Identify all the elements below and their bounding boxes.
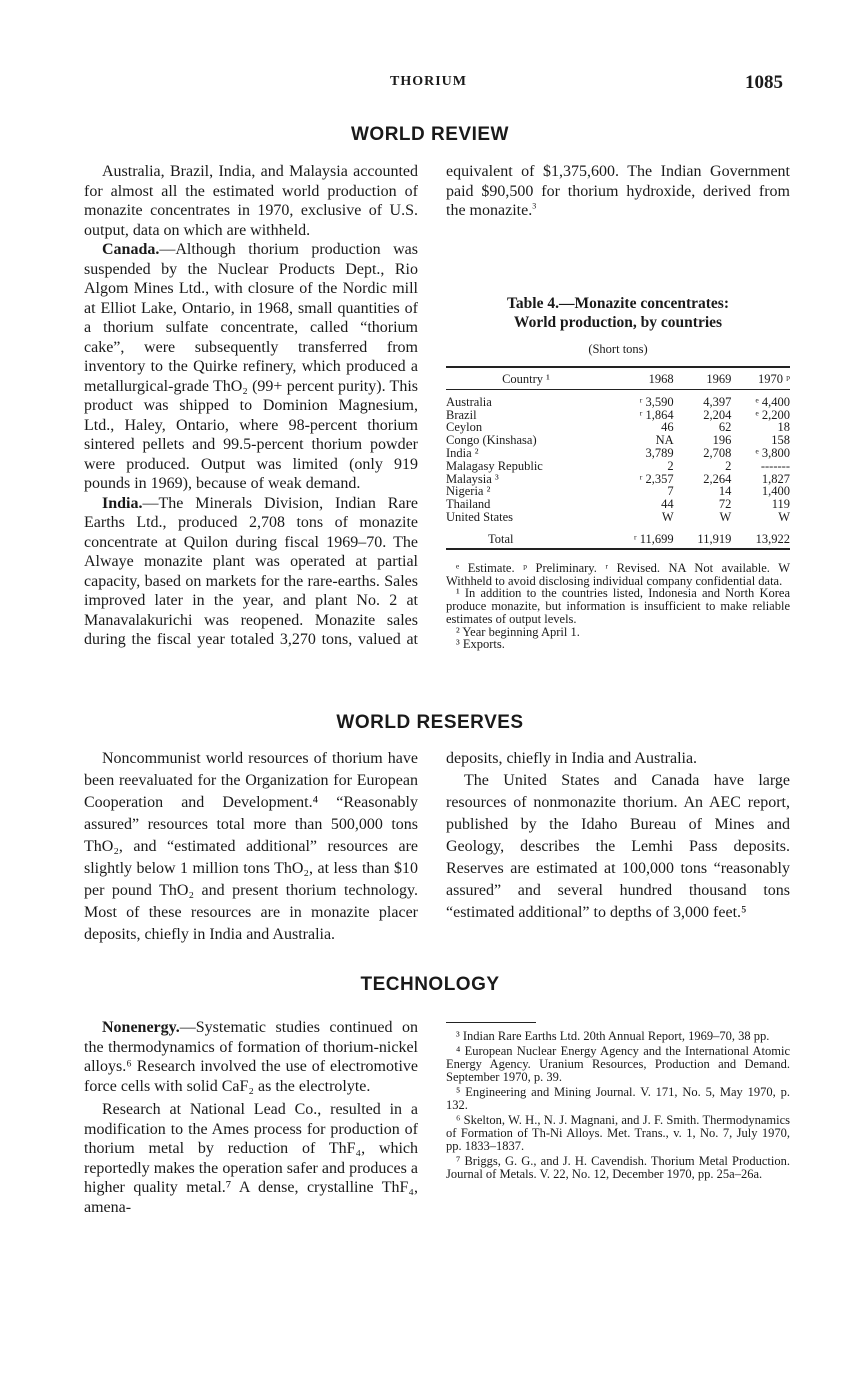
footnote-6: ⁶ Skelton, W. H., N. J. Magnani, and J. F. Smith. Thermodynamics of Formation of Th-Ni Alloys. Met. Trans., v. 1, No. 7, July 1970, pp. 1833–1837. bbox=[446, 1113, 790, 1153]
value-1969: 2,264 bbox=[703, 471, 732, 486]
value-1970: ᵉ 3,800 bbox=[755, 445, 790, 460]
value-1968: 2 bbox=[667, 458, 674, 473]
table-row bbox=[446, 389, 790, 408]
table-row bbox=[446, 511, 790, 524]
table-row bbox=[446, 409, 790, 422]
nonenergy-text: —Systematic studies continued on the thermodynamics of formation of thorium-nickel alloys.⁶ Research involved the use of electromotive force cells with solid CaF₂ as the electrolyte. bbox=[84, 1019, 418, 1095]
value-1969: 72 bbox=[718, 497, 732, 512]
value-1969: 4,397 bbox=[703, 394, 732, 409]
footnote-4: ⁴ European Nuclear Energy Agency and the International Atomic Energy Agency. Uranium Resources, Production and Demand. September 1970, p. 39. bbox=[446, 1044, 790, 1084]
value-1970: 158 bbox=[771, 433, 790, 448]
header-1970: 1970 ᵖ bbox=[731, 367, 790, 389]
section-title-technology: TECHNOLOGY bbox=[360, 974, 500, 995]
country-cell: Nigeria ² bbox=[446, 484, 491, 499]
total-1969: 11,919 bbox=[674, 524, 732, 549]
value-1968: W bbox=[661, 509, 674, 524]
table-note-1: ¹ In addition to the countries listed, Indonesia and North Korea produce monazite, but information is insufficient to make reliable estimates of output levels. bbox=[446, 586, 790, 626]
value-1969: W bbox=[719, 509, 732, 524]
value-1968: 46 bbox=[661, 420, 674, 435]
country-cell: Malaysia ³ bbox=[446, 471, 499, 486]
value-1969: 196 bbox=[712, 433, 732, 448]
india-text: —The Minerals Division, Indian Rare Earths Ltd., produced 2,708 tons of monazite concentrate at Quilon during fiscal 1969–70. The Alwaye monazite plant was operated at partial capacity, based on markets for the rare-earths. Sales improved later in the year, and plant No. 2 at Manavalakurichi was reopened. Monazite sales during the fiscal year totaled 3,270 tons, valued at bbox=[84, 494, 418, 648]
country-cell: India ² bbox=[446, 445, 479, 460]
country-cell: Congo (Kinshasa) bbox=[446, 433, 537, 448]
runin-india: India. bbox=[102, 494, 143, 512]
total-1968: ʳ 11,699 bbox=[606, 524, 674, 549]
header-country: Country ¹ bbox=[446, 367, 606, 389]
monazite-production-table bbox=[446, 366, 790, 550]
value-1968: 44 bbox=[661, 497, 674, 512]
header-1968: 1968 bbox=[606, 367, 674, 389]
technology-paragraph-1 bbox=[84, 1018, 418, 1096]
value-1968: ʳ 3,590 bbox=[639, 394, 674, 409]
runin-canada: Canada. bbox=[102, 241, 160, 258]
total-1970: 13,922 bbox=[731, 524, 790, 549]
value-1970: 18 bbox=[777, 420, 790, 435]
value-1970: ------- bbox=[760, 458, 790, 473]
page-number: 1085 bbox=[745, 72, 783, 93]
value-1969: 2 bbox=[725, 458, 732, 473]
world-reserves-paragraph-2: The United States and Canada have large resources of nonmonazite thorium. An AEC report, published by the Idaho Bureau of Mines and Geology, describes the Lemhi Pass deposits. Reserves are estimated at 100,000 tons “reasonably assured” and several hundred thousand tons “estimated additional” to depths of 3,000 feet.⁵ bbox=[446, 772, 790, 921]
section-title-world-review: WORLD REVIEW bbox=[351, 124, 509, 145]
technology-column bbox=[84, 1018, 418, 1217]
value-1968: NA bbox=[655, 433, 674, 448]
running-title: THORIUM bbox=[390, 74, 467, 89]
india-text-cont: equivalent of $1,375,600. The Indian Government paid $90,500 for thorium hydroxide, derived from the monazite. bbox=[446, 163, 790, 219]
table-total-row bbox=[446, 524, 790, 549]
total-label: Total bbox=[446, 524, 606, 549]
country-cell: Thailand bbox=[446, 497, 491, 512]
table-row bbox=[446, 460, 790, 473]
world-review-left-column bbox=[84, 162, 418, 650]
value-1969: 14 bbox=[718, 484, 732, 499]
footnote-5: ⁵ Engineering and Mining Journal. V. 171, No. 5, May 1970, p. 132. bbox=[446, 1085, 790, 1112]
value-1969: 62 bbox=[718, 420, 732, 435]
value-1968: ʳ 1,864 bbox=[639, 407, 674, 422]
table-row bbox=[446, 434, 790, 447]
world-reserves-paragraph-1: Noncommunist world resources of thorium have been reevaluated for the Organization for European Cooperation and Development.⁴ “Reasonably assured” resources total more than 500,000 tons ThO₂, and “estimated additional” resources are slightly below 1 million tons ThO₂, at less than $10 per pound ThO₂ and present thorium technology. Most of these resources are in monazite placer deposits, chiefly in India and Australia. bbox=[84, 750, 418, 943]
value-1970: 1,827 bbox=[761, 471, 790, 486]
footnote-ref-3: 3 bbox=[532, 201, 537, 211]
table-title-line-2: World production, by countries bbox=[513, 314, 723, 331]
value-1970: W bbox=[778, 509, 790, 524]
table-caption bbox=[446, 294, 790, 357]
value-1969: 2,708 bbox=[703, 445, 732, 460]
footnotes bbox=[446, 1030, 790, 1183]
footnote-7: ⁷ Briggs, G. G., and J. H. Cavendish. Thorium Metal Production. Journal of Metals. V. 22, No. 12, December 1970, pp. 25a–26a. bbox=[446, 1154, 790, 1181]
value-1968: 7 bbox=[667, 484, 674, 499]
country-cell: United States bbox=[446, 509, 514, 524]
world-review-right-column bbox=[446, 162, 790, 260]
india-continuation-text bbox=[446, 162, 790, 221]
value-1969: 2,204 bbox=[703, 407, 732, 422]
table-note-3: ³ Exports. bbox=[456, 637, 505, 652]
world-review-paragraph-canada bbox=[84, 240, 418, 494]
world-reserves-left-column bbox=[84, 748, 418, 946]
technology-paragraph-2: Research at National Lead Co., resulted in a modification to the Ames process for production of thorium metal by reduction of ThF₄, which reportedly makes the operation safer and produces a higher quality metal.⁷ A dense, crystalline ThF₄, amena- bbox=[84, 1101, 418, 1216]
world-review-paragraph-1: Australia, Brazil, India, and Malaysia accounted for almost all the estimated world production of monazite concentrates in 1970, exclusive of U.S. output, data on which are withheld. bbox=[84, 163, 418, 239]
value-1968: 3,789 bbox=[645, 445, 674, 460]
table-row bbox=[446, 473, 790, 486]
country-cell: Ceylon bbox=[446, 420, 483, 435]
table-notes bbox=[446, 562, 790, 651]
footnote-3: ³ Indian Rare Earths Ltd. 20th Annual Report, 1969–70, 38 pp. bbox=[456, 1029, 770, 1043]
value-1970: 119 bbox=[771, 497, 790, 512]
value-1968: ʳ 2,357 bbox=[639, 471, 674, 486]
india-continuation bbox=[446, 162, 790, 221]
country-cell: Malagasy Republic bbox=[446, 458, 543, 473]
world-reserves-paragraph-1-cont: deposits, chiefly in India and Australia. bbox=[446, 750, 698, 767]
section-title-world-reserves: WORLD RESERVES bbox=[336, 712, 524, 733]
table-units: (Short tons) bbox=[588, 342, 648, 356]
table-note-legend: ᵉ Estimate. ᵖ Preliminary. ʳ Revised. NA Not available. W Withheld to avoid disclosing individual company confidential data. bbox=[446, 561, 790, 588]
table-row bbox=[446, 447, 790, 460]
world-reserves-continuation bbox=[446, 748, 790, 770]
value-1970: ᵉ 4,400 bbox=[755, 394, 790, 409]
country-cell: Australia bbox=[446, 394, 492, 409]
value-1970: 1,400 bbox=[761, 484, 790, 499]
table-row bbox=[446, 485, 790, 498]
world-review-paragraph-india bbox=[84, 494, 418, 650]
world-reserves-right-column bbox=[446, 748, 790, 948]
table-note-2: ² Year beginning April 1. bbox=[456, 624, 580, 639]
value-1970: ᵉ 2,200 bbox=[755, 407, 790, 422]
country-cell: Brazil bbox=[446, 407, 477, 422]
canada-text: —Although thorium production was suspended by the Nuclear Products Dept., Rio Algom Mines Ltd., with closure of the Nordic mill at Elliot Lake, Ontario, in 1968, small quantities of a thorium sulfate concentrate, called “thorium cake”, were subsequently transferred from inventory to the Quirke refinery, which produced a metallurgical-grade ThO₂ (99+ percent purity). This product was shipped to Dominion Magnesium, Ltd., Haley, Ontario, where 98-percent thorium sintered pellets and 99.5-percent thorium powder were produced. Output was limited (only 919 pounds in 1969), because of weak demand. bbox=[84, 241, 418, 492]
table-title-line-1: Table 4.—Monazite concentrates: bbox=[507, 295, 729, 312]
table-header-row bbox=[446, 367, 790, 389]
header-1969: 1969 bbox=[674, 367, 732, 389]
runin-nonenergy: Nonenergy. bbox=[102, 1019, 180, 1036]
footnote-rule bbox=[446, 1022, 536, 1023]
